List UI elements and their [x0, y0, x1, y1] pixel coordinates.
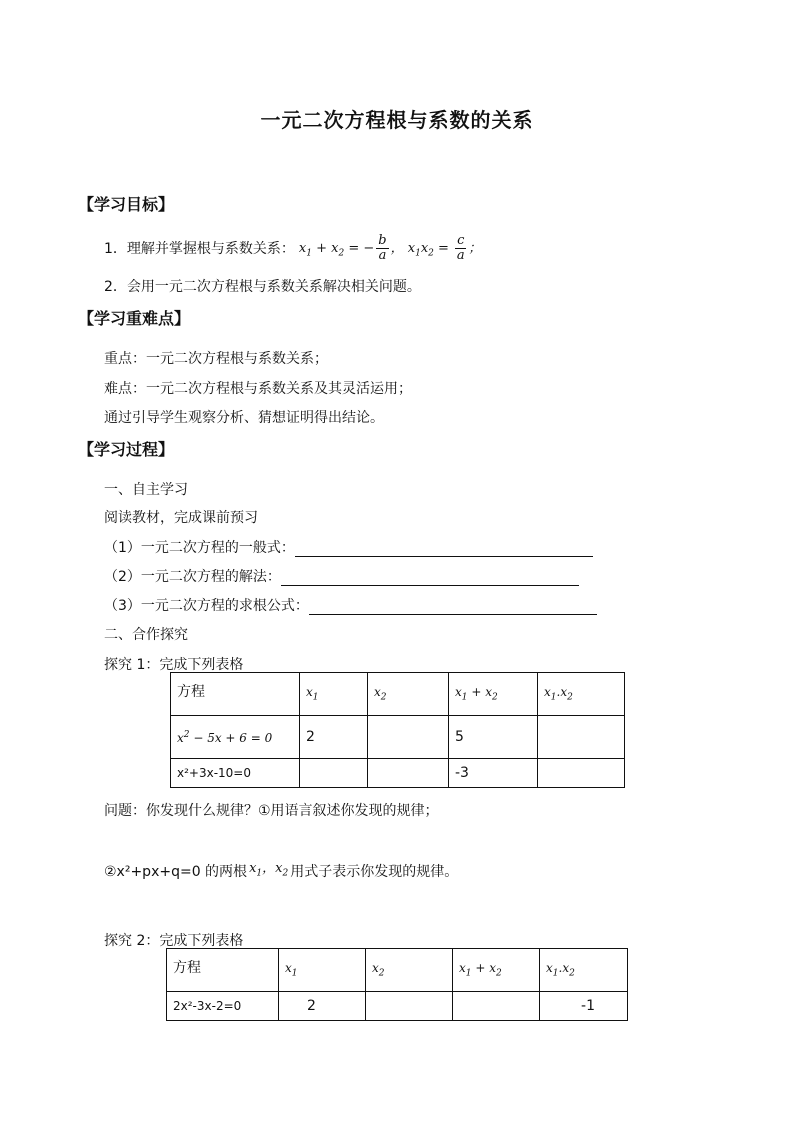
table-cell[interactable]: 5 [449, 716, 538, 759]
explore-2-table [166, 948, 628, 1021]
key-point-line-1: 重点：一元二次方程根与系数关系； [104, 351, 328, 367]
key-point-line-2: 难点：一元二次方程根与系数关系及其灵活运用； [104, 381, 412, 397]
table-header-cell: $x_1$ [300, 673, 368, 716]
formula-sum-of-roots: $x_1 + x_2$ = − $\frac{b}{a}$ ， $x_1x_2$ = $\frac{c}{a}$ ； [298, 232, 482, 263]
answer-blank-2[interactable] [281, 571, 579, 586]
table-cell[interactable] [538, 759, 625, 788]
question-rule-2 [104, 860, 458, 882]
header-equation: 方程 [173, 960, 201, 976]
explore-1-label: 探究 1：完成下列表格 [104, 657, 244, 673]
table-cell[interactable]: 2 [279, 992, 366, 1021]
page-title: 一元二次方程根与系数的关系 [260, 108, 534, 132]
table-header-cell: $x_1.x_2$ [538, 673, 625, 716]
table-header-cell [167, 949, 279, 992]
explore-1-table [170, 672, 625, 788]
table-row [171, 759, 625, 788]
answer-blank-1[interactable] [295, 542, 593, 557]
section-goals-heading: 【学习目标】 [78, 195, 175, 214]
table-header-row [167, 949, 628, 992]
table-cell[interactable] [368, 716, 449, 759]
header-equation: 方程 [177, 684, 205, 700]
explore-2-label: 探究 2：完成下列表格 [104, 933, 244, 949]
table-header-cell: $x_1 + x_2$ [449, 673, 538, 716]
table-cell-equation: $x^2 - 5x + 6 = 0$ [171, 716, 300, 759]
table-cell-equation: 2x²-3x-2=0 [167, 992, 279, 1021]
answer-blank-3[interactable] [309, 600, 597, 615]
table-cell[interactable]: -3 [449, 759, 538, 788]
table-cell[interactable] [538, 716, 625, 759]
table-header-cell: $x_1 + x_2$ [453, 949, 540, 992]
table-header-cell: $x_2$ [368, 673, 449, 716]
goal-item-1-text: 1．理解并掌握根与系数关系： [104, 241, 295, 257]
table-cell[interactable] [366, 992, 453, 1021]
section-key-points-heading: 【学习重难点】 [78, 309, 191, 328]
table-header-row [171, 673, 625, 716]
table-cell[interactable] [453, 992, 540, 1021]
key-point-line-3: 通过引导学生观察分析、猜想证明得出结论。 [104, 410, 384, 426]
table-cell[interactable] [300, 759, 368, 788]
question-2-text: （2）一元二次方程的解法： [104, 569, 281, 585]
table-header-cell: $x_2$ [366, 949, 453, 992]
table-row [171, 716, 625, 759]
question-rule: 问题：你发现什么规律？①用语言叙述你发现的规律； [104, 803, 439, 819]
table-row [167, 992, 628, 1021]
question-rule-2-prefix: ②x²+px+q=0 的两根 [104, 863, 248, 880]
question-rule-2-suffix: 用式子表示你发现的规律。 [290, 863, 459, 880]
question-3 [104, 595, 597, 615]
table-header-cell: $x_1$ [279, 949, 366, 992]
table-cell-equation: x²+3x-10=0 [171, 759, 300, 788]
goal-item-2: 2．会用一元二次方程根与系数关系解决相关问题。 [104, 279, 421, 295]
section-process-heading: 【学习过程】 [78, 440, 175, 459]
table-cell[interactable]: -1 [540, 992, 628, 1021]
table-cell[interactable] [368, 759, 449, 788]
question-1 [104, 537, 593, 557]
reading-instruction: 阅读教材，完成课前预习 [104, 510, 258, 526]
table-cell[interactable]: 2 [300, 716, 368, 759]
table-header-cell: $x_1.x_2$ [540, 949, 628, 992]
part-2-heading: 二、合作探究 [104, 627, 188, 643]
question-1-text: （1）一元二次方程的一般式： [104, 540, 295, 556]
roots-symbols: $x_1$，$x_2$ [249, 861, 289, 879]
question-2 [104, 566, 579, 586]
question-3-text: （3）一元二次方程的求根公式： [104, 598, 309, 614]
goal-item-1 [104, 230, 481, 266]
part-1-heading: 一、自主学习 [104, 482, 188, 498]
table-header-cell [171, 673, 300, 716]
